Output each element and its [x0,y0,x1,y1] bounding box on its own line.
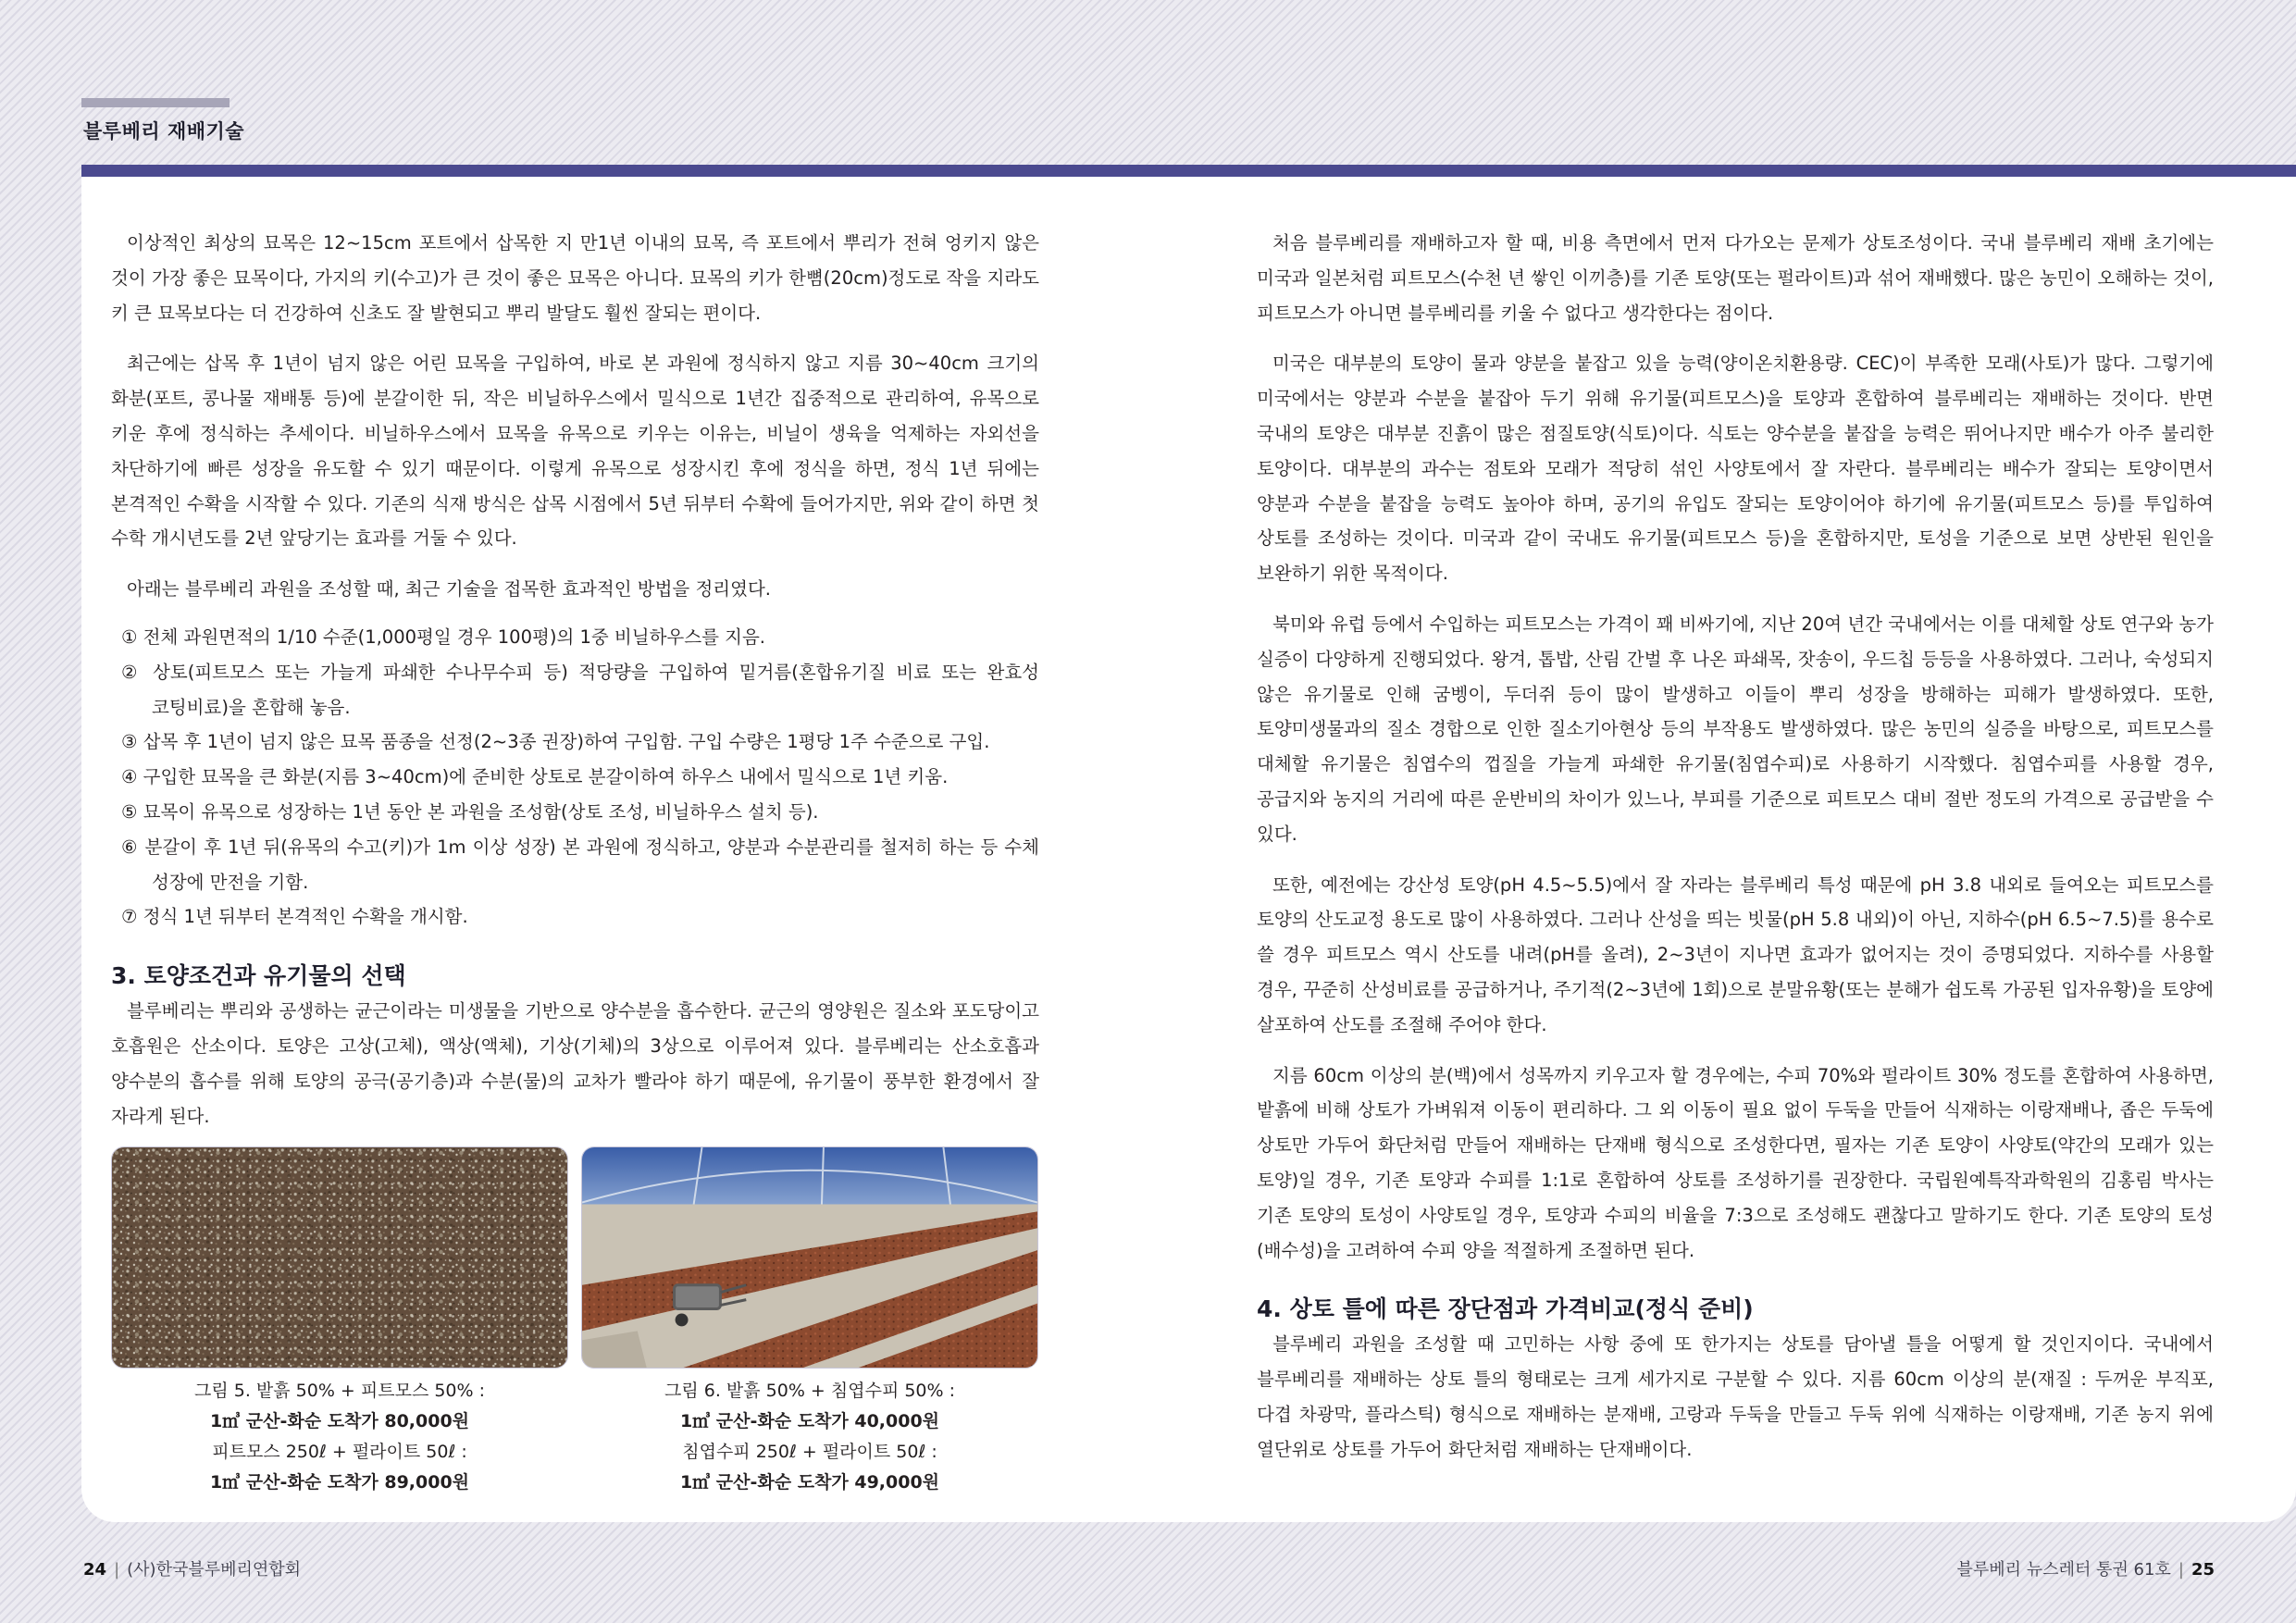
steps-list [111,620,1039,935]
paragraph: 미국은 대부분의 토양이 물과 양분을 붙잡고 있을 능력(양이온치환용량. CEC)이 부족한 모래(사토)가 많다. 그렇기에 미국에서는 양분과 수분을 붙잡아 두기 위해 유기물(피트모스)을 토양과 혼합하여 블루베리는 재배하는 것이다. 반면 국내의 토양은 대부분 진흙이 많은 점질토양(식토)이다. 식토는 양수분을 붙잡을 능력은 뛰어나지만 배수가 아주 불리한 토양이다. 대부분의 과수는 점토와 모래가 적당히 섞인 사양토에서 잘 자란다. 블루베리는 배수가 잘되는 토양이면서 양분과 수분을 붙잡을 능력도 높아야 하며, 공기의 유입도 잘되는 토양이어야 하기에 유기물(피트모스 등)를 투입하여 상토를 조성하는 것이다. 미국과 같이 국내도 유기물(피트모스 등)을 혼합하지만, 토성을 기준으로 보면 상반된 원인을 보완하기 위한 목적이다. [1257,353,2214,585]
paragraph: 블루베리는 뿌리와 공생하는 균근이라는 미생물을 기반으로 양수분을 흡수한다. 균근의 영양원은 질소와 포도당이고 호흡원은 산소이다. 토양은 고상(고체), 액상(액체), 기상(기체)의 3상으로 이루어져 있다. 블루베리는 산소호흡과 양수분의 흡수를 위해 토양의 공극(공기층)과 수분(물)의 교차가 빨라야 하기 때문에, 유기물이 풍부한 환경에서 잘 자라게 된다. [111,1000,1039,1127]
list-item: ④ 구입한 묘목을 큰 화분(지름 3~40cm)에 준비한 상토로 분갈이하여 하우스 내에서 밀식으로 1년 키움. [121,766,949,788]
paragraph: 이상적인 최상의 묘목은 12~15cm 포트에서 삽목한 지 만1년 이내의 묘목, 즉 포트에서 뿌리가 전혀 엉키지 않은 것이 가장 좋은 묘목이다, 가지의 키(수고)가 큰 것이 좋은 묘목은 아니다. 묘목의 키가 한뼘(20cm)정도로 작을 지라도 키 큰 묘목보다는 더 건강하여 신초도 잘 발현되고 뿌리 발달도 훨씬 잘되는 편이다. [111,232,1039,324]
list-item: ⑥ 분갈이 후 1년 뒤(유목의 수고(키)가 1m 이상 성장) 본 과원에 정식하고, 양분과 수분관리를 철저히 하는 등 수체 성장에 만전을 기함. [121,836,1039,893]
list-item: ① 전체 과원면적의 1/10 수준(1,000평일 경우 100평)의 1중 비닐하우스를 지음. [121,626,766,648]
greenhouse-beds-photo [581,1146,1038,1369]
running-title: 블루베리 재배기술 [83,120,245,142]
section-heading: 4. 상토 틀에 따른 장단점과 가격비교(정식 준비) [1257,1295,1754,1323]
list-item: ⑤ 묘목이 유목으로 성장하는 1년 동안 본 과원을 조성함(상토 조성, 비닐하우스 설치 등). [121,800,819,823]
figure-caption: 그림 6. 밭흙 50% + 침엽수피 50% : 1㎥ 군산-화순 도착가 40,000원 침엽수피 250ℓ + 펄라이트 50ℓ : 1㎥ 군산-화순 도착가 49,000원 [664,1381,956,1493]
header-band [81,165,2296,177]
list-item: ③ 삽목 후 1년이 넘지 않은 묘목 품종을 선정(2~3종 권장)하여 구입함. 구입 수량은 1평당 1주 수준으로 구입. [121,731,990,753]
paragraph: 지름 60cm 이상의 분(백)에서 성목까지 키우고자 할 경우에는, 수피 70%와 펄라이트 30% 정도를 혼합하여 사용하면, 밭흙에 비해 상토가 가벼워져 이동이 편리하다. 그 외 이동이 필요 없이 두둑을 만들어 식재하는 이랑재배나, 좁은 두둑에 상토만 가두어 화단처럼 만들어 재배하는 단재배 형식으로 조성한다면, 필자는 기존 토양이 사양토(약간의 모래가 있는 토양)일 경우, 기존 토양과 수피를 1:1로 혼합하여 상토를 조성하기를 권장한다. 국립원예특작과학원의 김홍림 박사는 기존 토양의 토성이 사양토일 경우, 토양과 수피의 비율을 7:3으로 조성해도 괜찮다고 말하기도 한다. 기존 토양의 토성(배수성)을 고려하여 수피 양을 적절하게 조절하면 된다. [1257,1064,2214,1261]
paragraph: 북미와 유럽 등에서 수입하는 피트모스는 가격이 꽤 비싸기에, 지난 20여 년간 국내에서는 이를 대체할 상토 연구와 농가 실증이 다양하게 진행되었다. 왕겨, 톱밥, 산림 간벌 후 나온 파쇄목, 잣송이, 우드칩 등등을 사용하였다. 그러나, 숙성되지 않은 유기물로 인해 굼벵이, 두더쥐 등이 많이 발생하고 이들이 뿌리 성장을 방해하는 피해가 발생하였다. 또한, 토양미생물과의 질소 경합으로 인한 질소기아현상 등의 부작용도 발생하였다. 많은 농민의 실증을 바탕으로, 피트모스를 대체할 유기물은 침엽수의 껍질을 가늘게 파쇄한 유기물(침엽수피)로 사용하기 시작했다. 침엽수피를 사용할 경우, 공급지와 농지의 거리에 따른 운반비의 차이가 있느나, 부피를 기준으로 피트모스 대비 절반 정도의 가격으로 공급받을 수 있다. [1257,613,2214,845]
paragraph: 최근에는 삽목 후 1년이 넘지 않은 어린 묘목을 구입하여, 바로 본 과원에 정식하지 않고 지름 30~40cm 크기의 화분(포트, 콩나물 재배통 등)에 분갈이한 뒤, 작은 비닐하우스에서 밀식으로 1년간 집중적으로 관리하여, 유목으로 키운 후에 정식하는 추세이다. 비닐하우스에서 묘목을 유목으로 키우는 이유는, 비닐이 생육을 억제하는 자외선을 차단하기에 빠른 성장을 유도할 수 있기 때문이다. 이렇게 유목으로 성장시킨 후에 정식을 하면, 정식 1년 뒤에는 본격적인 수확을 시작할 수 있다. 기존의 식재 방식은 삽목 시점에서 5년 뒤부터 수확에 들어가지만, 위와 같이 하면 첫 수학 개시년도를 2년 앞당기는 효과를 거둘 수 있다. [111,353,1039,550]
list-item: ⑦ 정식 1년 뒤부터 본격적인 수확을 개시함. [121,906,468,928]
publisher-name: (사)한국블루베리연합회 [127,1560,302,1580]
right-column [1257,226,2214,1468]
left-column [111,226,1039,1505]
soil-mix-photo [111,1146,568,1369]
list-item: ② 상토(피트모스 또는 가늘게 파쇄한 수나무수피 등) 적당량을 구입하여 밑거름(혼합유기질 비료 또는 완효성 코팅비료)을 혼합해 놓음. [121,661,1039,718]
page-number: 24 [83,1560,107,1580]
figure-caption: 그림 5. 밭흙 50% + 피트모스 50% : 1㎥ 군산-화순 도착가 80,000원 피트모스 250ℓ + 펄라이트 50ℓ : 1㎥ 군산-화순 도착가 89,000원 [193,1381,486,1493]
header-accent-bar [81,98,230,107]
section-heading: 3. 토양조건과 유기물의 선택 [111,962,406,990]
paragraph: 블루베리 과원을 조성할 때 고민하는 사항 중에 또 한가지는 상토를 담아낼 틀을 어떻게 할 것인지이다. 국내에서 블루베리를 재배하는 상토 틀의 형태로는 크게 세가지로 구분할 수 있다. 지름 60cm 이상의 분(재질 : 두꺼운 부직포, 다겹 차광막, 플라스틱) 형식으로 재배하는 분재배, 고랑과 두둑을 만들고 두둑 위에 식재하는 이랑재배, 기존 농지 위에 열단위로 상토를 가두어 화단처럼 재배하는 단재배이다. [1257,1333,2214,1460]
figure-row [111,1146,1039,1369]
page-number: 25 [2191,1560,2215,1580]
footer-right: 블루베리 뉴스레터 통권 61호 | 25 [1956,1560,2215,1580]
paragraph: 또한, 예전에는 강산성 토양(pH 4.5~5.5)에서 잘 자라는 블루베리 특성 때문에 pH 3.8 내외로 들여오는 피트모스를 토양의 산도교정 용도로 많이 사용하였다. 그러나 산성을 띄는 빗물(pH 5.8 내외)이 아닌, 지하수(pH 6.5~7.5)를 용수로 쓸 경우 피트모스 역시 산도를 내려(pH를 올려), 2~3년이 지나면 효과가 없어지는 것이 증명되었다. 지하수를 사용할 경우, 꾸준히 산성비료를 공급하거나, 주기적(2~3년에 1회)으로 분말유황(또는 분해가 쉽도록 가공된 입자유황)을 토양에 살포하여 산도를 조절해 주어야 한다. [1257,873,2214,1035]
footer-left: 24 | (사)한국블루베리연합회 [83,1560,302,1580]
figure-captions [111,1376,1039,1505]
publication-title: 블루베리 뉴스레터 통권 61호 [1956,1560,2171,1580]
paragraph: 아래는 블루베리 과원을 조성할 때, 최근 기술을 접목한 효과적인 방법을 정리였다. [127,578,772,601]
paragraph: 처음 블루베리를 재배하고자 할 때, 비용 측면에서 먼저 다가오는 문제가 상토조성이다. 국내 블루베리 재배 초기에는 미국과 일본처럼 피트모스(수천 년 쌓인 이끼층)를 기존 토양(또는 펄라이트)과 섞어 재배했다. 많은 농민이 오해하는 것이, 피트모스가 아니면 블루베리를 키울 수 없다고 생각한다는 점이다. [1257,232,2214,324]
